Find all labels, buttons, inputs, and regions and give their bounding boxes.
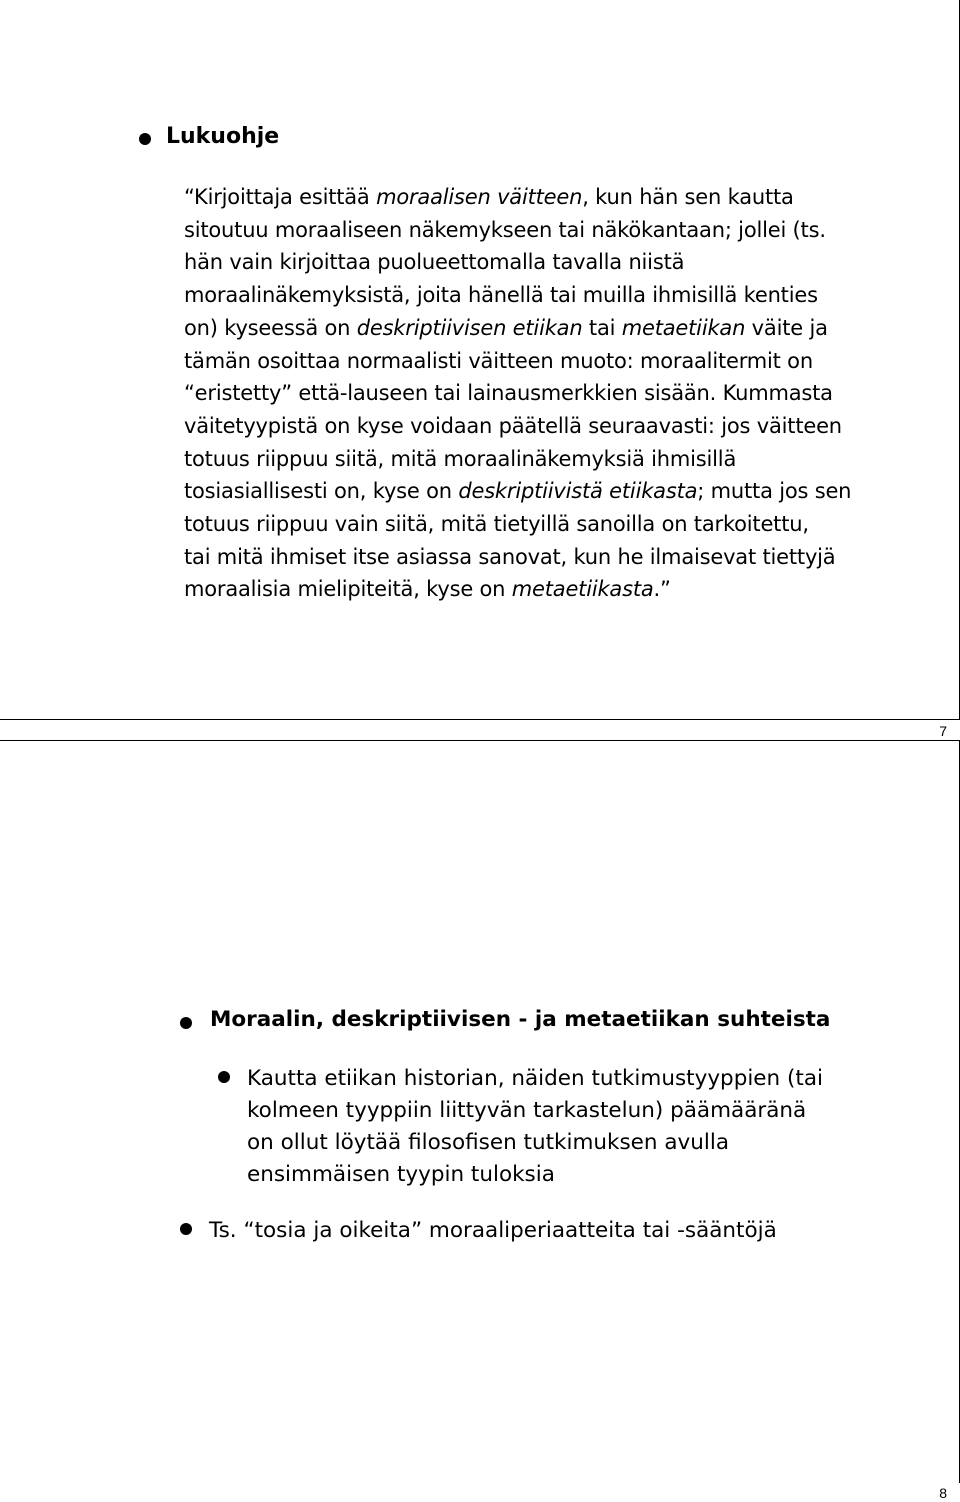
slide-1-heading: Lukuohje: [166, 124, 280, 149]
quote-run: .”: [653, 577, 671, 602]
quote-line: [184, 508, 904, 541]
slide-2-heading: Moraalin, deskriptiivisen - ja metaetiikan suhteista: [210, 1007, 831, 1032]
quote-run: moraalinäkemyksistä, joita hänellä tai muilla ihmisillä kenties: [184, 283, 818, 308]
quote-run: “Kirjoittaja esittää: [184, 185, 377, 209]
bullet-1-line: Kautta etiikan historian, näiden tutkimustyyppien (tai: [247, 1066, 823, 1091]
quote-run: tai: [582, 315, 622, 340]
quote-run: totuus riippuu siitä, mitä moraalinäkemyksiä ihmisillä: [184, 446, 737, 471]
quote-run: tosiasiallisesti on, kyse on: [184, 479, 459, 504]
quote-italic-run: deskriptiivisen etiikan: [356, 315, 583, 340]
bullet-icon: [139, 133, 151, 145]
quote-line: [184, 312, 904, 345]
lukuohje-quote: [184, 181, 904, 606]
quote-line: [184, 345, 904, 378]
page-number: 7: [939, 723, 947, 739]
quote-line: [184, 541, 904, 574]
quote-italic-run: metaetiikasta: [511, 577, 654, 602]
quote-run: , kun hän sen kautta: [582, 185, 794, 209]
bullet-1-line: ensimmäisen tyypin tuloksia: [247, 1162, 555, 1187]
quote-run: tämän osoittaa normaalisti väitteen muoto: moraalitermit on: [184, 348, 813, 373]
quote-run: hän vain kirjoittaa puolueettomalla tavalla niistä: [184, 250, 685, 275]
bullet-1-text: [247, 1063, 823, 1191]
quote-line: [184, 443, 904, 476]
bullet-1-line: kolmeen tyyppiin liittyvän tarkastelun) päämääränä: [247, 1098, 807, 1123]
quote-line: [184, 377, 904, 410]
quote-italic-run: moraalisen väitteen: [376, 185, 583, 209]
page-number: 8: [939, 1485, 947, 1501]
quote-italic-run: metaetiikan: [621, 315, 746, 340]
quote-run: ; mutta jos sen: [697, 479, 852, 504]
slide-1: [0, 0, 960, 739]
quote-run: moraalisia mielipiteitä, kyse on: [184, 577, 512, 602]
quote-run: “eristetty” että-lauseen tai lainausmerkkien sisään. Kummasta: [184, 381, 833, 406]
quote-line: [184, 214, 904, 247]
bullet-2-text: Ts. “tosia ja oikeita” moraaliperiaatteita tai -sääntöjä: [209, 1218, 777, 1243]
quote-line: [184, 279, 904, 312]
quote-italic-run: deskriptiivistä etiikasta: [458, 479, 698, 504]
quote-run: tai mitä ihmiset itse asiassa sanovat, kun he ilmaisevat tiettyjä: [184, 544, 836, 569]
slide-2: [0, 740, 960, 1501]
quote-line: [184, 246, 904, 279]
bullet-icon: [180, 1017, 192, 1029]
quote-run: sitoutuu moraaliseen näkemykseen tai näkökantaan; jollei (ts.: [184, 217, 826, 242]
quote-run: väitetyypistä on kyse voidaan päätellä seuraavasti: jos väitteen: [184, 413, 842, 438]
quote-line: [184, 181, 904, 214]
bullet-1-line: on ollut löytää filosofisen tutkimuksen avulla: [247, 1130, 729, 1155]
bullet-icon: [218, 1071, 230, 1083]
quote-run: on) kyseessä on: [184, 315, 357, 340]
quote-line: [184, 475, 904, 508]
quote-line: [184, 573, 904, 606]
quote-line: [184, 410, 904, 443]
quote-run: totuus riippuu vain siitä, mitä tietyillä sanoilla on tarkoitettu,: [184, 512, 809, 537]
bullet-icon: [180, 1223, 192, 1235]
quote-run: väite ja: [745, 315, 828, 340]
